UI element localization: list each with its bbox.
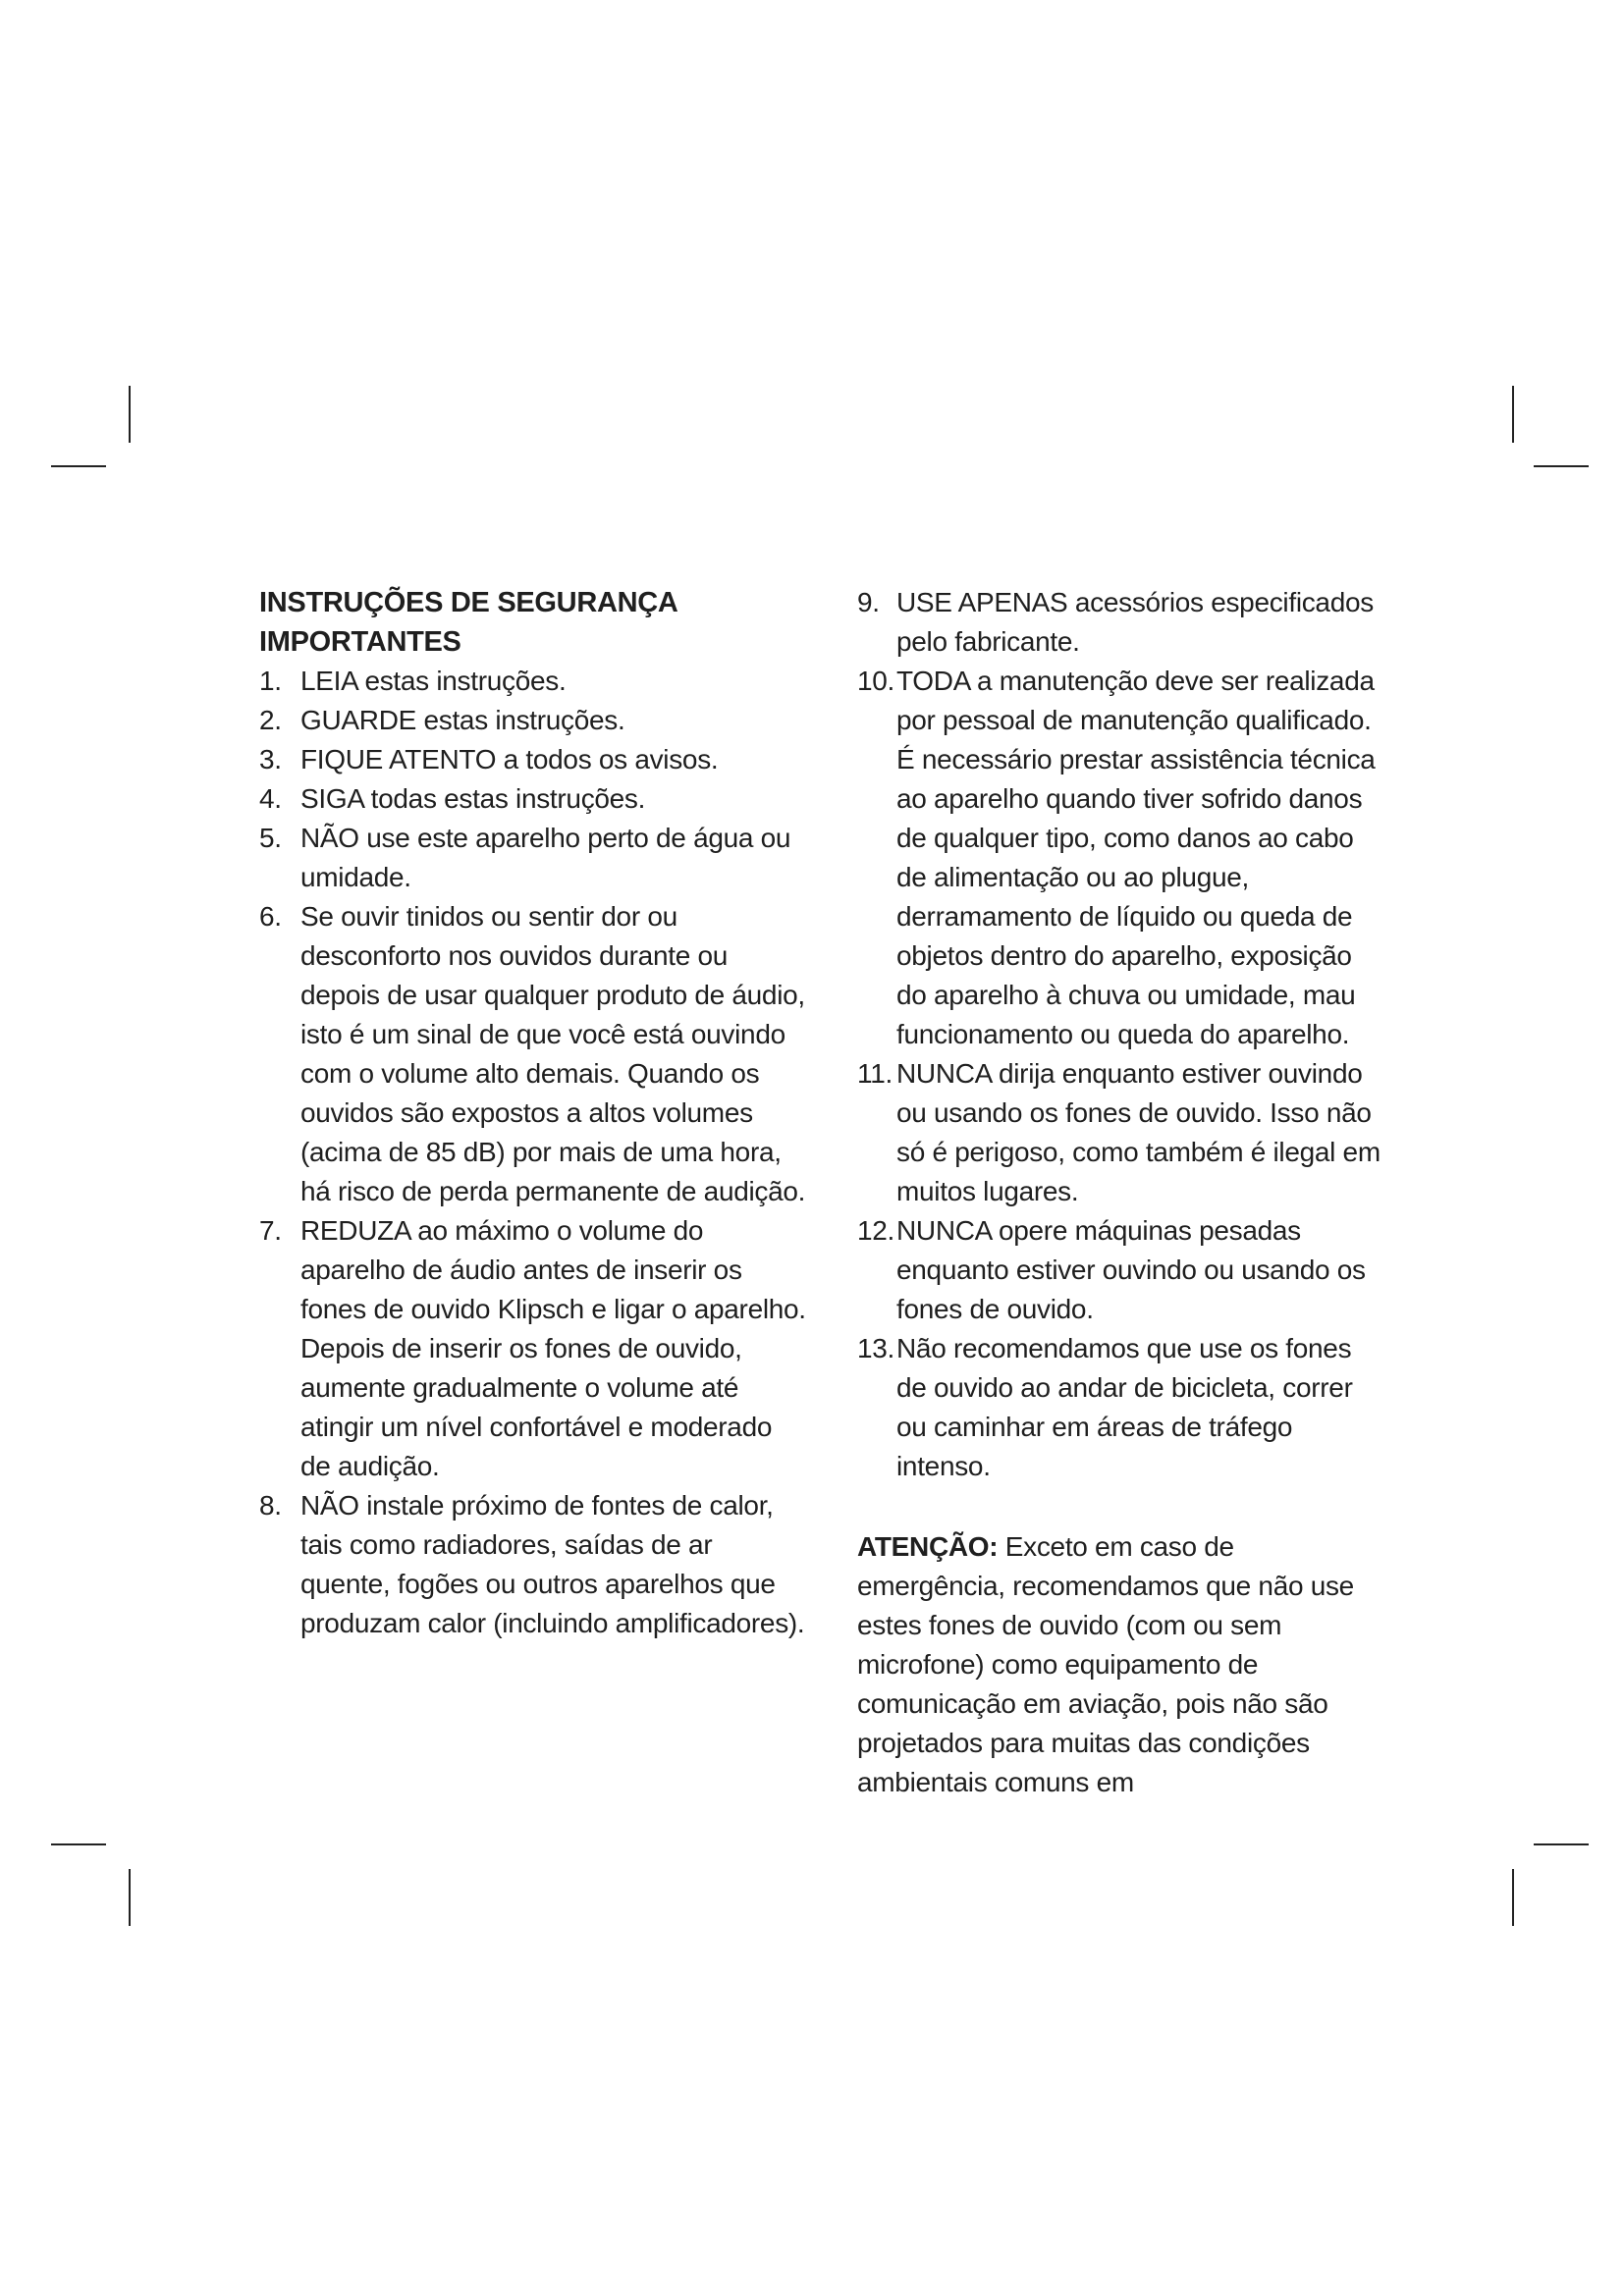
title-line-1: INSTRUÇÕES DE SEGURANÇA — [259, 587, 678, 618]
list-item — [857, 583, 1387, 662]
instruction-list-right — [857, 583, 1387, 1486]
crop-mark-top-right-vertical — [1512, 386, 1514, 443]
list-item — [259, 701, 809, 740]
item-number: 7. — [259, 1215, 282, 1246]
item-text: REDUZA ao máximo o volume do aparelho de áudio antes de inserir os fones de ouvido Klipsch e ligar o aparelho. Depois de inserir os fones de ouvido, aumente gradualmente o volume até atingir um nível confortável e moderado de audição. — [300, 1215, 806, 1481]
item-number: 8. — [259, 1490, 282, 1521]
item-text: Se ouvir tinidos ou sentir dor ou desconforto nos ouvidos durante ou depois de usar qualquer produto de áudio, isto é um sinal de que você está ouvindo com o volume alto demais. Quando os ouvidos são expostos a altos volumes (acima de 85 dB) por mais de uma hora, há risco de perda permanente de audição. — [300, 901, 806, 1206]
warning-paragraph — [857, 1527, 1387, 1802]
item-number: 11. — [857, 1058, 893, 1089]
title-line-2: IMPORTANTES — [259, 626, 461, 658]
item-text: SIGA todas estas instruções. — [300, 783, 646, 814]
crop-mark-top-left-vertical — [129, 386, 131, 443]
list-item — [259, 819, 809, 897]
warning-label: ATENÇÃO: — [857, 1531, 999, 1562]
list-item — [259, 1211, 809, 1486]
list-item — [857, 662, 1387, 1054]
page-title — [259, 583, 809, 662]
item-number: 2. — [259, 705, 282, 735]
crop-mark-bottom-left-horizontal — [51, 1843, 106, 1845]
list-item — [259, 1486, 809, 1643]
crop-mark-bottom-right-vertical — [1512, 1869, 1514, 1926]
right-column — [857, 583, 1387, 1830]
warning-text: Exceto em caso de emergência, recomendamos que não use estes fones de ouvido (com ou sem microfone) como equipamento de comunicação em aviação, pois não são projetados para muitas das condições ambientais comuns em — [857, 1531, 1354, 1797]
item-number: 12. — [857, 1215, 895, 1246]
crop-mark-top-left-horizontal — [51, 465, 106, 467]
list-item — [259, 779, 809, 819]
item-text: TODA a manutenção deve ser realizada por pessoal de manutenção qualificado. É necessário prestar assistência técnica ao aparelho quando tiver sofrido danos de qualquer tipo, como danos ao cabo de alimentação ou ao plugue, derramamento de líquido ou queda de objetos dentro do aparelho, exposição do aparelho à chuva ou umidade, mau funcionamento ou queda do aparelho. — [896, 666, 1376, 1049]
item-text: LEIA estas instruções. — [300, 666, 567, 696]
list-item — [259, 740, 809, 779]
item-text: Não recomendamos que use os fones de ouvido ao andar de bicicleta, correr ou caminhar em áreas de tráfego intenso. — [896, 1333, 1353, 1481]
item-text: FIQUE ATENTO a todos os avisos. — [300, 744, 719, 774]
crop-mark-bottom-right-horizontal — [1534, 1843, 1589, 1845]
left-column — [259, 583, 809, 1643]
list-item — [857, 1329, 1387, 1486]
item-text: NUNCA opere máquinas pesadas enquanto estiver ouvindo ou usando os fones de ouvido. — [896, 1215, 1366, 1324]
list-item — [259, 897, 809, 1211]
item-number: 1. — [259, 666, 282, 696]
list-item — [857, 1211, 1387, 1329]
item-number: 6. — [259, 901, 282, 932]
item-number: 13. — [857, 1333, 895, 1363]
item-number: 3. — [259, 744, 282, 774]
item-text: GUARDE estas instruções. — [300, 705, 625, 735]
item-text: NÃO use este aparelho perto de água ou umidade. — [300, 823, 791, 892]
item-number: 10. — [857, 666, 895, 696]
item-text: NUNCA dirija enquanto estiver ouvindo ou usando os fones de ouvido. Isso não só é perigoso, como também é ilegal em muitos lugares. — [896, 1058, 1380, 1206]
item-number: 5. — [259, 823, 282, 853]
item-number: 4. — [259, 783, 282, 814]
item-text: USE APENAS acessórios especificados pelo fabricante. — [896, 587, 1374, 657]
list-item — [857, 1054, 1387, 1211]
crop-mark-top-right-horizontal — [1534, 465, 1589, 467]
crop-mark-bottom-left-vertical — [129, 1869, 131, 1926]
list-item — [259, 662, 809, 701]
item-text: NÃO instale próximo de fontes de calor, tais como radiadores, saídas de ar quente, fogões ou outros aparelhos que produzam calor (incluindo amplificadores). — [300, 1490, 805, 1638]
item-number: 9. — [857, 587, 880, 617]
instruction-list-left — [259, 662, 809, 1643]
